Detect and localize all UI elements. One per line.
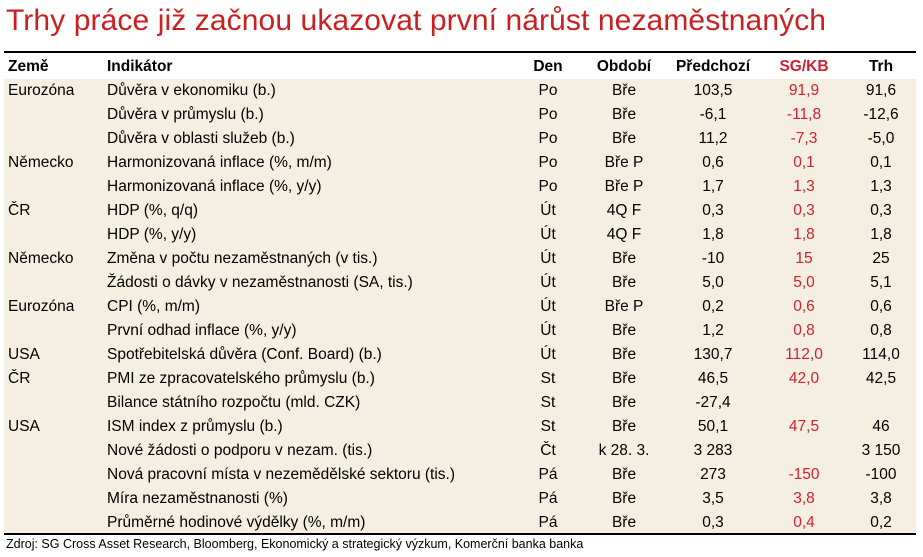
table-row xyxy=(4,103,916,127)
cell-market: 0,3 xyxy=(870,202,892,219)
cell-period: Bře xyxy=(611,418,637,435)
cell-period: Bře xyxy=(611,514,637,531)
cell-previous: 50,1 xyxy=(697,418,729,435)
cell-day: Po xyxy=(538,154,558,171)
cell-indicator: Důvěra v ekonomiku (b.) xyxy=(107,82,276,99)
cell-market: -5,0 xyxy=(867,130,895,147)
cell-market: 1,3 xyxy=(870,178,892,195)
header-country: Země xyxy=(8,58,49,75)
cell-country: Eurozóna xyxy=(8,82,75,99)
cell-market: 42,5 xyxy=(865,370,897,387)
cell-previous: 5,0 xyxy=(702,274,724,291)
cell-indicator: PMI ze zpracovatelského průmyslu (b.) xyxy=(107,370,375,387)
cell-country xyxy=(8,391,104,415)
cell-indicator: Harmonizovaná inflace (%, y/y) xyxy=(107,178,322,195)
cell-country: Německo xyxy=(8,154,74,171)
cell-previous: -10 xyxy=(701,250,725,267)
cell-country: Německo xyxy=(8,250,74,267)
cell-day: Út xyxy=(540,322,556,339)
table-row xyxy=(4,271,916,295)
header-previous: Předchozí xyxy=(675,58,751,75)
cell-day: Po xyxy=(538,82,558,99)
cell-period: Bře xyxy=(611,82,637,99)
cell-previous: -27,4 xyxy=(695,394,731,411)
cell-indicator: HDP (%, y/y) xyxy=(107,226,197,243)
cell-sgkb xyxy=(764,391,844,415)
cell-market: 25 xyxy=(872,250,890,267)
table-row xyxy=(4,151,916,175)
cell-previous: 0,6 xyxy=(702,154,724,171)
cell-country xyxy=(8,487,104,511)
header-period: Období xyxy=(596,58,652,75)
cell-country xyxy=(8,103,104,127)
header-sgkb: SG/KB xyxy=(779,58,829,75)
table-row xyxy=(4,79,916,103)
cell-previous: 1,7 xyxy=(702,178,724,195)
cell-sgkb: 3,8 xyxy=(793,490,815,507)
cell-sgkb: 47,5 xyxy=(788,418,820,435)
cell-sgkb xyxy=(764,439,844,463)
cell-period: Bře xyxy=(611,466,637,483)
header-market: Trh xyxy=(868,58,894,75)
cell-indicator: Bilance státního rozpočtu (mld. CZK) xyxy=(107,394,361,411)
cell-day: Út xyxy=(540,202,556,219)
cell-sgkb: 0,3 xyxy=(793,202,815,219)
cell-period: Bře xyxy=(611,346,637,363)
cell-market: 46 xyxy=(872,418,890,435)
cell-previous: 273 xyxy=(700,466,726,483)
cell-market: -12,6 xyxy=(863,106,899,123)
cell-market: 3 150 xyxy=(861,442,901,459)
cell-period: Bře P xyxy=(604,178,644,195)
cell-day: Út xyxy=(540,250,556,267)
cell-period: Bře P xyxy=(604,154,644,171)
cell-day: Út xyxy=(540,274,556,291)
cell-country xyxy=(8,175,104,199)
cell-sgkb: 5,0 xyxy=(793,274,815,291)
cell-sgkb: 0,8 xyxy=(793,322,815,339)
cell-sgkb: -11,8 xyxy=(786,106,822,123)
cell-country xyxy=(8,271,104,295)
cell-country: USA xyxy=(8,418,40,435)
table-row xyxy=(4,487,916,511)
cell-indicator: Spotřebitelská důvěra (Conf. Board) (b.) xyxy=(107,346,382,363)
table-row xyxy=(4,415,916,439)
cell-day: Po xyxy=(538,106,558,123)
cell-period: 4Q F xyxy=(606,226,642,243)
cell-market: 91,6 xyxy=(865,82,897,99)
cell-period: Bře xyxy=(611,394,637,411)
cell-country xyxy=(8,319,104,343)
cell-indicator: První odhad inflace (%, y/y) xyxy=(107,322,297,339)
cell-previous: 0,3 xyxy=(702,514,724,531)
cell-country: ČR xyxy=(8,202,31,219)
source-note: Zdroj: SG Cross Asset Research, Bloomberg, Ekonomický a strategický výzkum, Komerční banka banka xyxy=(6,537,584,551)
cell-period: Bře xyxy=(611,106,637,123)
cell-market: 0,6 xyxy=(870,298,892,315)
cell-market: 1,8 xyxy=(870,226,892,243)
cell-period: Bře xyxy=(611,322,637,339)
cell-indicator: Důvěra v oblasti služeb (b.) xyxy=(107,130,295,147)
cell-country: USA xyxy=(8,346,40,363)
cell-previous: 103,5 xyxy=(693,82,733,99)
cell-day: Út xyxy=(540,226,556,243)
cell-indicator: Nová pracovní místa v nezemědělské sektoru (tis.) xyxy=(107,466,456,483)
cell-previous: 1,2 xyxy=(702,322,724,339)
table-row xyxy=(4,223,916,247)
cell-day: Út xyxy=(540,298,556,315)
cell-market: 5,1 xyxy=(870,274,892,291)
cell-market: 0,1 xyxy=(870,154,892,171)
cell-country: ČR xyxy=(8,370,31,387)
table-row xyxy=(4,463,916,487)
cell-sgkb: -7,3 xyxy=(790,130,818,147)
cell-indicator: CPI (%, m/m) xyxy=(107,298,200,315)
cell-previous: 46,5 xyxy=(697,370,729,387)
table-row xyxy=(4,247,916,271)
top-divider xyxy=(4,51,916,53)
cell-previous: 3,5 xyxy=(702,490,724,507)
cell-day: Út xyxy=(540,346,556,363)
cell-period: Bře xyxy=(611,370,637,387)
cell-indicator: Průměrné hodinové výdělky (%, m/m) xyxy=(107,514,366,531)
cell-country xyxy=(8,511,104,535)
cell-period: Bře xyxy=(611,490,637,507)
cell-country xyxy=(8,223,104,247)
cell-previous: 3 283 xyxy=(693,442,733,459)
table-header xyxy=(4,55,916,79)
cell-indicator: Míra nezaměstnanosti (%) xyxy=(107,490,288,507)
cell-sgkb: 0,1 xyxy=(793,154,815,171)
cell-market: 0,2 xyxy=(870,514,892,531)
cell-indicator: ISM index z průmyslu (b.) xyxy=(107,418,283,435)
table-body xyxy=(4,79,916,535)
cell-sgkb: 0,6 xyxy=(793,298,815,315)
cell-day: St xyxy=(540,418,556,435)
cell-period: Bře P xyxy=(604,298,644,315)
cell-market: 114,0 xyxy=(862,346,900,363)
cell-day: Pá xyxy=(538,514,558,531)
table-row xyxy=(4,175,916,199)
cell-period: k 28. 3. xyxy=(598,442,650,459)
table-row xyxy=(4,319,916,343)
cell-indicator: Nové žádosti o podporu v nezam. (tis.) xyxy=(107,442,373,459)
cell-period: Bře xyxy=(611,130,637,147)
cell-sgkb: 91,9 xyxy=(788,82,820,99)
cell-sgkb: 112,0 xyxy=(785,346,823,363)
calendar-table xyxy=(4,55,916,535)
cell-market: -100 xyxy=(865,466,897,483)
table-row xyxy=(4,127,916,151)
cell-sgkb: 0,4 xyxy=(793,514,815,531)
cell-market xyxy=(847,391,915,415)
cell-country xyxy=(8,127,104,151)
table-row xyxy=(4,367,916,391)
cell-market: 0,8 xyxy=(870,322,892,339)
cell-period: Bře xyxy=(611,250,637,267)
cell-day: Pá xyxy=(538,466,558,483)
cell-indicator: Změna v počtu nezaměstnaných (v tis.) xyxy=(107,250,378,267)
table-row xyxy=(4,439,916,463)
cell-sgkb: -150 xyxy=(788,466,820,483)
cell-previous: 0,3 xyxy=(702,202,724,219)
cell-indicator: Důvěra v průmyslu (b.) xyxy=(107,106,264,123)
header-day: Den xyxy=(533,58,563,75)
cell-day: Čt xyxy=(540,442,556,459)
cell-previous: 130,7 xyxy=(693,346,733,363)
cell-indicator: HDP (%, q/q) xyxy=(107,202,199,219)
cell-sgkb: 1,3 xyxy=(793,178,815,195)
cell-indicator: Žádosti o dávky v nezaměstnanosti (SA, tis.) xyxy=(107,274,413,291)
cell-country xyxy=(8,463,104,487)
cell-sgkb: 15 xyxy=(795,250,813,267)
cell-country: Eurozóna xyxy=(8,298,75,315)
table-row xyxy=(4,199,916,223)
cell-period: 4Q F xyxy=(606,202,642,219)
cell-sgkb: 1,8 xyxy=(793,226,815,243)
cell-indicator: Harmonizovaná inflace (%, m/m) xyxy=(107,154,332,171)
cell-market: 3,8 xyxy=(870,490,892,507)
table-row xyxy=(4,295,916,319)
header-indicator: Indikátor xyxy=(107,58,173,75)
cell-day: Po xyxy=(538,178,558,195)
table-row xyxy=(4,511,916,535)
cell-previous: 11,2 xyxy=(698,130,728,147)
cell-day: Pá xyxy=(538,490,558,507)
cell-day: Po xyxy=(538,130,558,147)
cell-previous: 1,8 xyxy=(702,226,724,243)
table-row xyxy=(4,391,916,415)
cell-country xyxy=(8,439,104,463)
page-title: Trhy práce již začnou ukazovat první nárůst nezaměstnaných xyxy=(6,4,827,37)
cell-period: Bře xyxy=(611,274,637,291)
cell-sgkb: 42,0 xyxy=(788,370,820,387)
table-row xyxy=(4,343,916,367)
cell-day: St xyxy=(540,370,556,387)
cell-day: St xyxy=(540,394,556,411)
cell-previous: 0,2 xyxy=(702,298,724,315)
cell-previous: -6,1 xyxy=(699,106,727,123)
bottom-divider xyxy=(4,533,916,535)
